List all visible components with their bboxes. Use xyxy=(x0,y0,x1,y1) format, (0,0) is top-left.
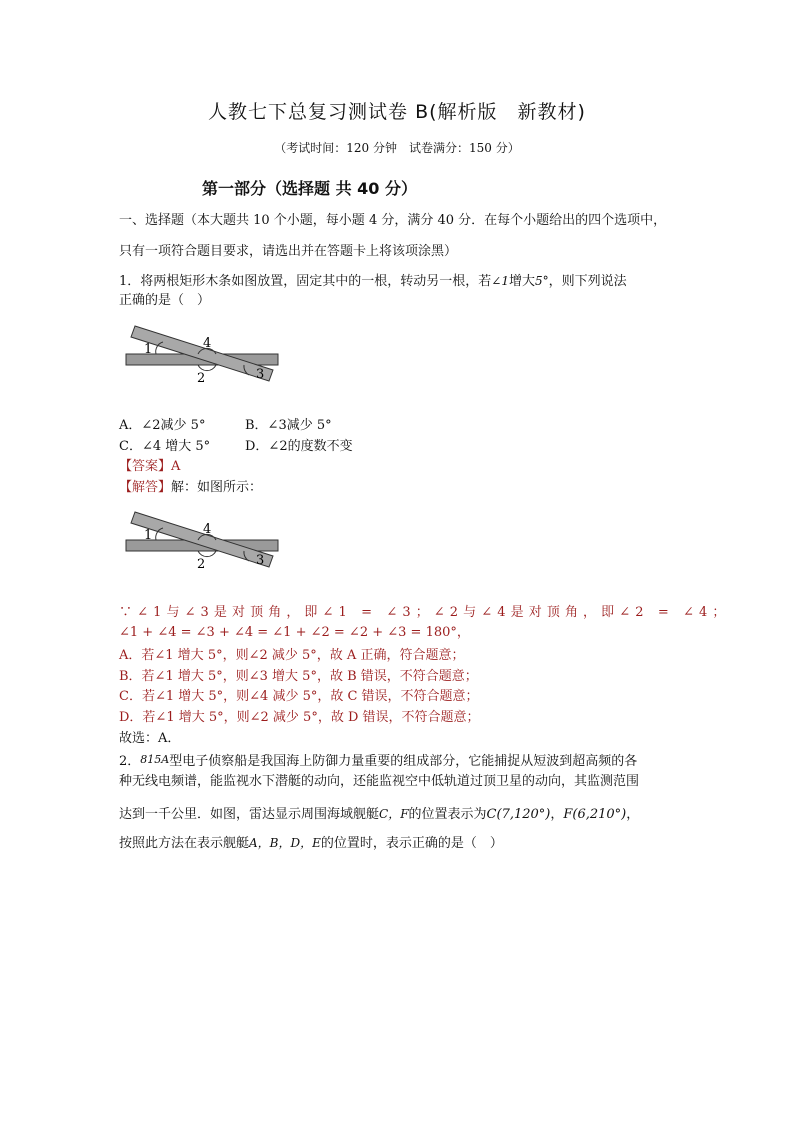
conclusion: 故选：A． xyxy=(119,731,181,746)
instructions-line-1: 一、选择题（本大题共 10 个小题，每小题 4 分，满分 40 分．在每个小题给出的四个选项中， xyxy=(119,213,667,228)
q2-model: 815A xyxy=(140,753,170,766)
reason-line-1: ∵∠1与∠3是对顶角，即∠1 = ∠3；∠2与∠4是对顶角，即∠2 = ∠4； xyxy=(119,605,731,620)
q2-line-4-b: 的位置时，表示正确的是（ ） xyxy=(320,836,503,851)
label-1: 1 xyxy=(144,342,153,357)
q2-line-4 xyxy=(119,834,503,853)
q1-option-d: D．∠2的度数不变 xyxy=(245,439,353,454)
section-heading: 第一部分（选择题 共 40 分） xyxy=(202,179,417,198)
q2-line-3-b: 的位置表示为 xyxy=(408,807,487,822)
q2-vars-cf: C，F xyxy=(379,807,409,821)
analysis-intro: 解：如图所示： xyxy=(171,480,263,495)
q1-analysis-header xyxy=(119,479,262,497)
q2-coord-c: C(7,120°) xyxy=(486,807,551,822)
label-3: 3 xyxy=(256,367,265,382)
angle-arc-2 xyxy=(198,365,216,371)
angle-arc-2 xyxy=(198,551,216,557)
analysis-line-d: D．若∠1 增大 5°，则∠2 减少 5°，故 D 错误，不符合题意； xyxy=(119,710,480,725)
q1-option-b: B．∠3减少 5° xyxy=(245,418,332,433)
q2-line-3-a: 达到一千公里．如图，雷达显示周围海域舰艇 xyxy=(119,807,380,822)
page-title: 人教七下总复习测试卷 B(解析版 新教材) xyxy=(208,101,586,123)
q1-stem-angle: ∠1 xyxy=(491,274,509,288)
q1-answer: 【答案】A xyxy=(119,459,181,474)
q1-option-c: C．∠4 增大 5° xyxy=(119,439,211,454)
q1-stem-line-2: 正确的是（ ） xyxy=(119,293,211,308)
q2-vars-abde: A，B，D，E xyxy=(249,836,321,850)
analysis-line-c: C．若∠1 增大 5°，则∠4 减少 5°，故 C 错误，不符合题意； xyxy=(119,689,479,704)
analysis-label: 【解答】 xyxy=(119,480,172,495)
label-2: 2 xyxy=(197,557,206,572)
label-4: 4 xyxy=(203,522,212,537)
label-4: 4 xyxy=(203,336,212,351)
q1-stem-line-1 xyxy=(119,272,627,291)
exam-info: （考试时间：120 分钟 试卷满分：150 分） xyxy=(274,141,520,155)
q2-coord-f: F(6,210°) xyxy=(563,807,627,822)
analysis-line-b: B．若∠1 增大 5°，则∠3 增大 5°，故 B 错误，不符合题意； xyxy=(119,669,478,684)
reason-line-2: ∠1 + ∠4 = ∠3 + ∠4 = ∠1 + ∠2 = ∠2 + ∠3 = 180°， xyxy=(119,625,470,640)
q2-line-2: 种无线电频谱，能监视水下潜艇的动向，还能监视空中低轨道过顶卫星的动向，其监测范围 xyxy=(119,774,640,789)
label-3: 3 xyxy=(256,553,265,568)
q1-stem-deg: 5° xyxy=(535,274,549,288)
q2-line-4-a: 按照此方法在表示舰艇 xyxy=(119,836,250,851)
q2-number: 2． xyxy=(119,754,141,769)
q1-figure xyxy=(118,320,288,392)
q2-line-1 xyxy=(119,751,637,771)
label-2: 2 xyxy=(197,371,206,386)
label-1: 1 xyxy=(144,528,153,543)
q1-solution-figure xyxy=(118,506,288,578)
analysis-line-a: A．若∠1 增大 5°，则∠2 减少 5°，故 A 正确，符合题意； xyxy=(119,648,465,663)
q1-stem-part-a: 1．将两根矩形木条如图放置，固定其中的一根，转动另一根，若 xyxy=(119,274,492,289)
instructions-line-2: 只有一项符合题目要求，请选出并在答题卡上将该项涂黑） xyxy=(119,244,458,259)
q1-stem-part-c: ，则下列说法 xyxy=(548,274,627,289)
q1-option-a: A．∠2减少 5° xyxy=(119,418,206,433)
q2-line-1-text: 型电子侦察船是我国海上防御力量重要的组成部分，它能捕捉从短波到超高频的各 xyxy=(169,754,638,769)
q2-line-3: 达到一千公里．如图，雷达显示周围海域舰艇C，F的位置表示为C(7,120°)，F(6,210°)， xyxy=(119,807,640,822)
q1-stem-part-b: 增大 xyxy=(508,274,535,289)
